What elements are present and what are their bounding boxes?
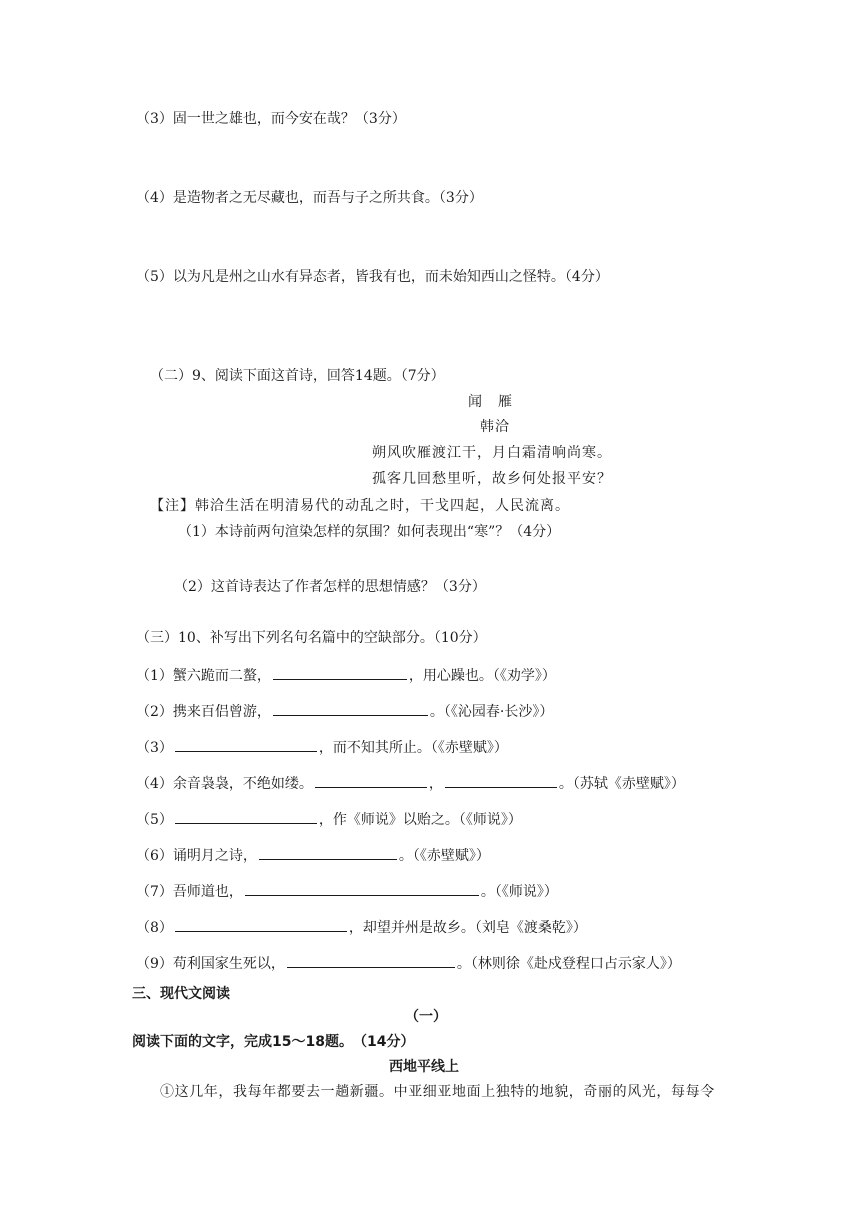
fill-section-heading: （三）10、补写出下列名句名篇中的空缺部分。（10分） [136, 630, 487, 646]
poem-line-2: 孤客几回愁里听，故乡何处报平安？ [372, 471, 612, 487]
poem-question-2: （2）这首诗表达了作者怎样的思想情感？（3分） [174, 579, 486, 595]
article-title-text: 西地平线上 [389, 1059, 459, 1075]
q8-item-4: （4）是造物者之无尽藏也，而吾与子之所共食。（3分） [136, 190, 483, 206]
fill-item-prefix: （3） [136, 740, 173, 756]
fill-item-prefix: （9）苟利国家生死以， [136, 956, 285, 972]
poem-author: 韩洽 [480, 419, 510, 435]
fill-item-suffix: ，而不知其所止。（《赤壁赋》） [318, 740, 508, 756]
answer-blank[interactable] [175, 737, 317, 752]
fill-item [136, 881, 558, 901]
q8-item-5: （5）以为凡是州之山水有异态者，皆我有也，而未始知西山之怪特。（4分） [136, 269, 609, 285]
modern-instruction: 阅读下面的文字，完成15～18题。 （14分） [132, 1034, 415, 1050]
answer-blank[interactable] [259, 845, 397, 860]
fill-item [136, 665, 556, 685]
fill-item [136, 809, 522, 829]
fill-item-prefix: （1）蟹六跪而二螯， [136, 668, 271, 684]
fill-item-suffix: 。（《师说》） [480, 884, 558, 900]
answer-blank[interactable] [315, 773, 427, 788]
fill-item-suffix: ，却望并州是故乡。（刘皂《渡桑乾》） [348, 920, 587, 936]
fill-item-separator: ， [428, 776, 443, 792]
fill-item-suffix: 。（《赤壁赋》） [398, 848, 490, 864]
answer-blank[interactable] [175, 917, 347, 932]
poem-section-heading: （二）9、阅读下面这首诗，回答14题。（7分） [150, 368, 445, 384]
q8-item-3: （3）固一世之雄也，而今安在哉？（3分） [136, 111, 406, 127]
fill-item [136, 773, 685, 793]
subsection-text: （一） [405, 1009, 447, 1025]
answer-blank[interactable] [445, 773, 557, 788]
fill-item-prefix: （8） [136, 920, 173, 936]
answer-blank[interactable] [175, 809, 317, 824]
fill-item [136, 701, 553, 721]
modern-subsection-label [0, 1008, 860, 1026]
fill-item [136, 845, 490, 865]
fill-item-suffix: 。（《沁园春·长沙》） [429, 704, 554, 720]
poem-question-1: （1）本诗前两句渲染怎样的氛围？如何表现出“寒”？（4分） [178, 524, 561, 540]
fill-item-prefix: （7）吾师道也， [136, 884, 243, 900]
article-paragraph-1: ①这几年，我每年都要去一趟新疆。中亚细亚地面上独特的地貌，奇丽的风光，每每令 [160, 1084, 715, 1100]
fill-item-prefix: （2）携来百侣曾游， [136, 704, 271, 720]
fill-item-prefix: （6）诵明月之诗， [136, 848, 257, 864]
fill-item-suffix: 。（苏轼《赤壁赋》） [558, 776, 685, 792]
fill-item-prefix: （4）余音袅袅，不绝如缕。 [136, 776, 313, 792]
answer-blank[interactable] [273, 665, 407, 680]
fill-item [136, 953, 681, 973]
fill-item-prefix: （5） [136, 812, 173, 828]
poem-title: 闻 雁 [468, 394, 513, 410]
poem-note: 【注】韩洽生活在明清易代的动乱之时，干戈四起，人民流离。 [150, 498, 570, 514]
answer-blank[interactable] [245, 881, 479, 896]
fill-item-suffix: ，用心躁也。（《劝学》） [408, 668, 556, 684]
fill-item [136, 917, 587, 937]
fill-item-suffix: ，作《师说》以贻之。（《师说》） [318, 812, 522, 828]
fill-item [136, 737, 508, 757]
fill-item-suffix: 。（林则徐《赴戍登程口占示家人》） [456, 956, 681, 972]
answer-blank[interactable] [287, 953, 455, 968]
modern-section-heading: 三、现代文阅读 [132, 986, 230, 1002]
answer-blank[interactable] [273, 701, 428, 716]
poem-line-1: 朔风吹雁渡江干，月白霜清响尚寒。 [372, 445, 612, 461]
article-title [0, 1058, 860, 1076]
